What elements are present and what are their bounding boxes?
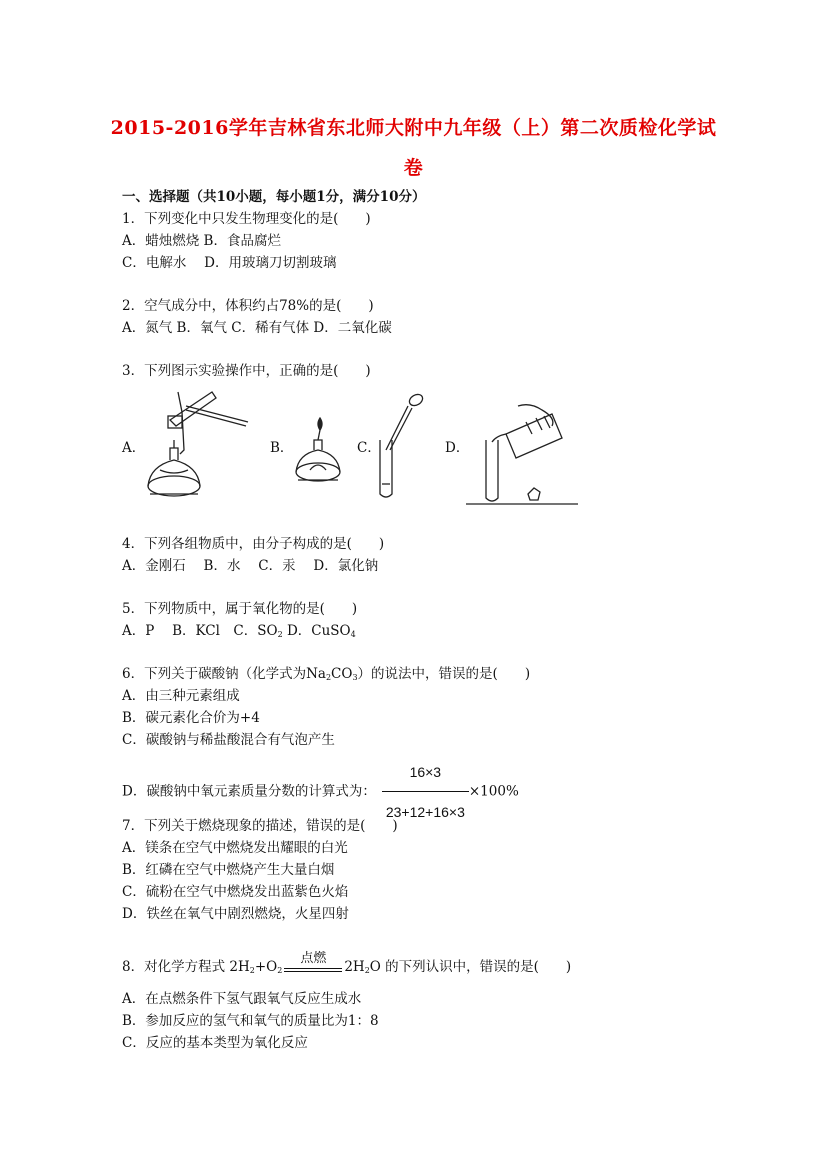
q7-option-d: D．铁丝在氧气中剧烈燃烧，火星四射 — [122, 906, 349, 922]
q1-options-cd: C．电解水 D．用玻璃刀切割玻璃 — [122, 255, 337, 271]
q1-options-ab: A．蜡烛燃烧 B．食品腐烂 — [122, 233, 281, 249]
q4-options: A．金刚石 B．水 C．汞 D．氯化钠 — [122, 558, 379, 574]
q3-label-c: C． — [357, 440, 381, 456]
q7-option-b: B．红磷在空气中燃烧产生大量白烟 — [122, 862, 335, 878]
figure-c-dropper-test-tube — [372, 390, 432, 502]
q6-option-c: C．碳酸钠与稀盐酸混合有气泡产生 — [122, 732, 335, 748]
figure-d-pouring-liquid — [466, 402, 578, 508]
page-title: 2015-2016学年吉林省东北师大附中九年级（上）第二次质检化学试 — [110, 117, 717, 139]
q6-option-a: A．由三种元素组成 — [122, 688, 240, 704]
figure-a-heating-test-tube — [140, 390, 250, 508]
q4-stem: 4．下列各组物质中，由分子构成的是( ) — [122, 536, 385, 552]
q6-stem: 6．下列关于碳酸钠（化学式为$Na_2CO_3$）的说法中，错误的是( ) — [122, 666, 531, 682]
q3-label-b: B． — [270, 440, 294, 456]
q3-label-d: D． — [445, 440, 470, 456]
q6-option-b: B．碳元素化合价为+4 — [122, 710, 260, 726]
q2-options: A．氮气 B．氧气 C．稀有气体 D．二氧化碳 — [122, 320, 392, 336]
q5-stem: 5．下列物质中，属于氧化物的是( ) — [122, 601, 358, 617]
q7-option-c: C．硫粉在空气中燃烧发出蓝紫色火焰 — [122, 884, 349, 900]
q7-option-a: A．镁条在空气中燃烧发出耀眼的白光 — [122, 840, 348, 856]
section-heading: 一、选择题（共10小题，每小题1分，满分10分） — [122, 189, 426, 205]
q5-options: A．P B．KCl C．$SO_2$ D．CuSO$_4$ — [122, 623, 356, 639]
q8-option-a: A．在点燃条件下氢气跟氧气反应生成水 — [122, 991, 362, 1007]
q3-stem: 3．下列图示实验操作中，正确的是( ) — [122, 363, 371, 379]
q8-stem: 8．对化学方程式 $2H_2+O_2$ 点燃 $2H_2O$ 的下列认识中，错误的是( ) — [122, 949, 572, 975]
q7-stem: 7．下列关于燃烧现象的描述，错误的是( ) — [122, 818, 398, 834]
q6-option-d: D．碳酸钠中氧元素质量分数的计算式为： $\frac{16\times 3}{23+12+16\times 3}$ ×100% — [122, 754, 519, 830]
q8-option-b: B．参加反应的氢气和氧气的质量比为1：8 — [122, 1013, 379, 1029]
q8-option-c: C．反应的基本类型为氧化反应 — [122, 1035, 308, 1051]
mass-fraction-formula: $\frac{16\times 3}{23+12+16\times 3}$ — [382, 754, 469, 830]
figure-b-alcohol-lamp — [290, 410, 350, 490]
q2-stem: 2．空气成分中，体积约占78%的是( ) — [122, 298, 374, 314]
q1-stem: 1．下列变化中只发生物理变化的是( ) — [122, 211, 371, 227]
percent-tail: ×100% — [468, 783, 519, 800]
reaction-condition-arrow: 点燃 — [284, 959, 342, 977]
page-title-continued: 卷 — [403, 157, 424, 179]
q3-label-a: A． — [122, 440, 146, 456]
